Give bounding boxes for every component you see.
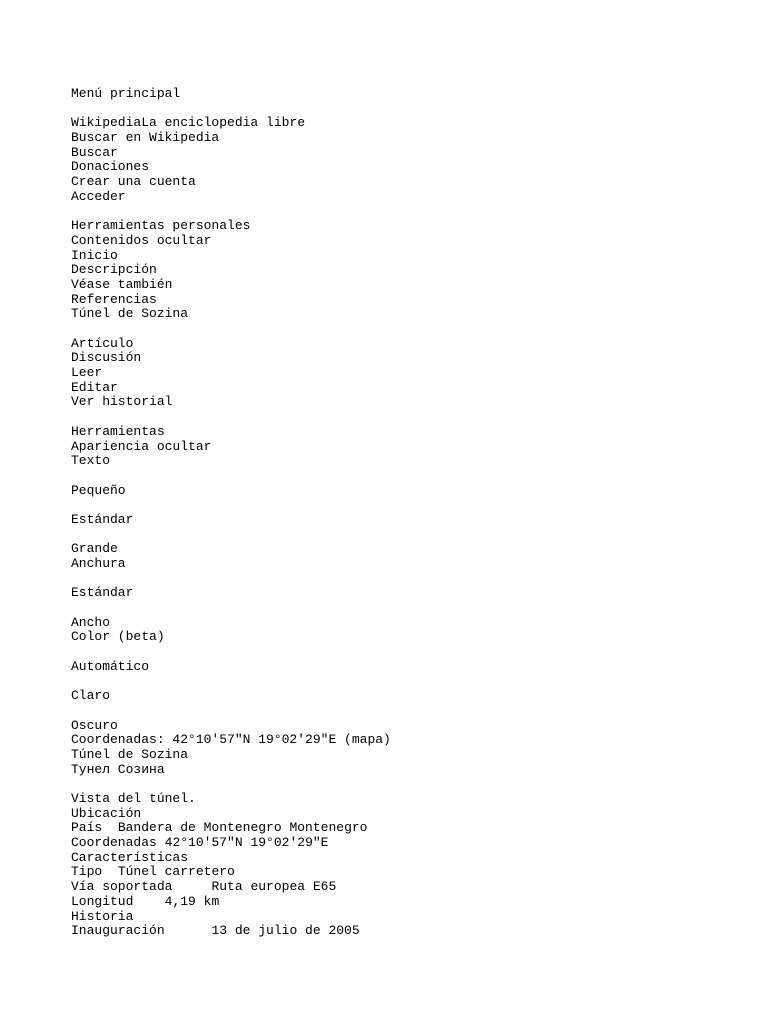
spacer — [71, 601, 748, 616]
toc-item-inicio[interactable]: Inicio — [71, 247, 118, 263]
tab-discussion[interactable]: Discusión — [71, 350, 142, 366]
wikipedia-logo-link[interactable]: WikipediaLa enciclopedia libre — [71, 115, 306, 131]
infobox-value-type[interactable]: Túnel carretero — [117, 864, 235, 880]
infobox-label-length: Longitud — [71, 893, 134, 909]
toc-item-descripcion[interactable]: Descripción — [71, 262, 157, 278]
infobox-row-length — [71, 895, 748, 910]
tab-article[interactable]: Artículo — [71, 335, 134, 351]
appearance-toggle[interactable]: Apariencia ocultar — [71, 438, 212, 454]
infobox-section-features: Características — [71, 849, 189, 865]
infobox-label-opening: Inauguración — [71, 923, 165, 939]
infobox-row-opening — [71, 924, 748, 939]
infobox-label-type: Tipo — [71, 864, 103, 880]
infobox-row-country — [71, 821, 748, 836]
infobox-row-coordinates — [71, 836, 748, 851]
spacer — [71, 469, 748, 484]
text-size-option-standard[interactable]: Estándar — [71, 511, 134, 527]
width-label: Anchura — [71, 556, 126, 571]
spacer — [71, 205, 748, 220]
search-button[interactable]: Buscar — [71, 144, 118, 160]
toc-item-vease-tambien[interactable]: Véase también — [71, 276, 173, 292]
infobox-image-caption: Vista del túnel. — [71, 791, 196, 806]
infobox-title: Túnel de Sozina — [71, 746, 189, 762]
spacer — [71, 498, 748, 513]
infobox-row-route — [71, 880, 748, 895]
infobox-value-opening[interactable]: 13 de julio de 2005 — [211, 923, 360, 939]
text-size-option-large[interactable]: Grande — [71, 541, 118, 557]
color-option-light[interactable]: Claro — [71, 688, 111, 704]
personal-tools-menu[interactable]: Herramientas personales — [71, 218, 251, 234]
spacer — [71, 777, 748, 792]
spacer — [71, 572, 748, 587]
login-link[interactable]: Acceder — [71, 188, 126, 204]
page-title: Túnel de Sozina — [71, 306, 189, 322]
tools-menu[interactable]: Herramientas — [71, 423, 165, 439]
tab-edit[interactable]: Editar — [71, 379, 118, 395]
search-input[interactable]: Buscar en Wikipedia — [71, 130, 220, 146]
color-label: Color (beta) — [71, 629, 165, 645]
coordinates-link[interactable]: Coordenadas: 42°10′57″N 19°02′29″E (mapa) — [71, 732, 391, 748]
infobox-section-location: Ubicación — [71, 805, 142, 821]
spacer — [71, 645, 748, 660]
spacer — [71, 675, 748, 690]
spacer — [71, 704, 748, 719]
tab-history[interactable]: Ver historial — [71, 394, 173, 410]
infobox-value-length: 4,19 km — [164, 893, 220, 909]
spacer — [71, 322, 748, 337]
color-option-dark[interactable]: Oscuro — [71, 717, 118, 733]
tab-read[interactable]: Leer — [71, 365, 103, 381]
infobox-label-coordinates: Coordenadas — [71, 835, 157, 851]
infobox-value-country[interactable]: Bandera de Montenegro Montenegro — [117, 820, 368, 836]
width-option-wide[interactable]: Ancho — [71, 614, 111, 630]
spacer — [71, 528, 748, 543]
toc-toggle[interactable]: Contenidos ocultar — [71, 232, 212, 248]
text-size-label: Texto — [71, 453, 111, 469]
infobox-value-route[interactable]: Ruta europea E65 — [211, 879, 337, 895]
donations-link[interactable]: Donaciones — [71, 159, 150, 175]
text-size-option-small[interactable]: Pequeño — [71, 482, 126, 498]
infobox-label-country: País — [71, 820, 103, 836]
spacer — [71, 410, 748, 425]
infobox-row-type — [71, 865, 748, 880]
spacer — [71, 102, 748, 117]
color-option-auto[interactable]: Automático — [71, 658, 150, 674]
toc-item-referencias[interactable]: Referencias — [71, 291, 157, 307]
page-content — [71, 87, 748, 939]
infobox-value-coordinates[interactable]: 42°10′57″N 19°02′29″E — [164, 835, 329, 851]
width-option-standard[interactable]: Estándar — [71, 585, 134, 601]
infobox-section-history: Historia — [71, 908, 134, 924]
infobox-native-name: Тунел Созина — [71, 761, 165, 777]
create-account-link[interactable]: Crear una cuenta — [71, 174, 196, 190]
main-menu-button[interactable]: Menú principal — [71, 86, 181, 101]
infobox-label-route: Vía soportada — [71, 879, 173, 895]
